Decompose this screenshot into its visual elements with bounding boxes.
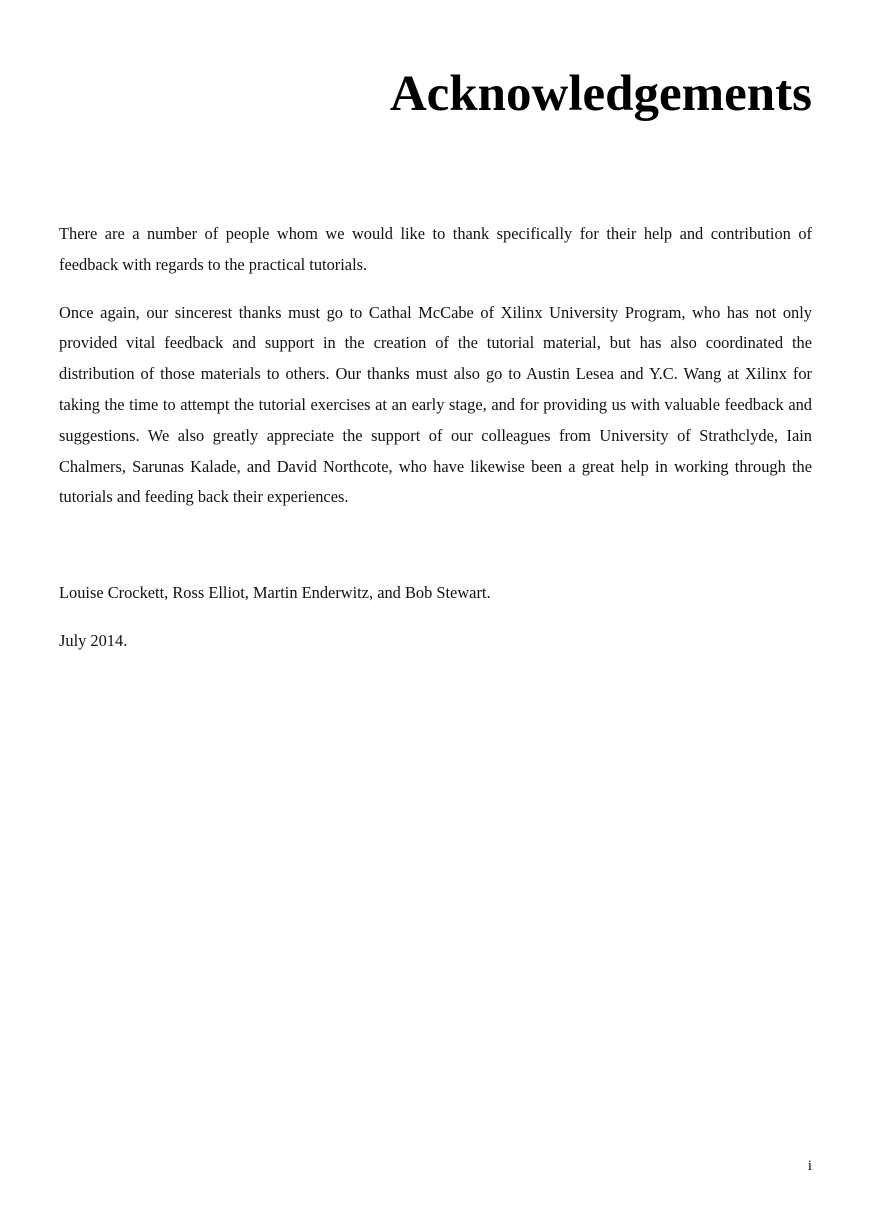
- paragraph-intro: There are a number of people whom we would like to thank specifically for their help and contribution of feedback with regards to the practical tutorials.: [59, 224, 812, 274]
- paragraph-thanks: Once again, our sincerest thanks must go to Cathal McCabe of Xilinx University Program, who has not only provided vital feedback and support in the creation of the tutorial material, but has also coordinated the distribution of those materials to others. Our thanks must also go to Austin Lesea and Y.C. Wang at Xilinx for taking the time to attempt the tutorial exercises at an early stage, and for providing us with valuable feedback and suggestions. We also greatly appreciate the support of our colleagues from University of Strathclyde, Iain Chalmers, Sarunas Kalade, and David Northcote, who have likewise been a great help in working through the tutorials and feeding back their experiences.: [59, 302, 812, 507]
- page-number: i: [807, 1158, 812, 1174]
- acknowledgements-body: [59, 219, 812, 530]
- date-line: July 2014.: [59, 630, 128, 650]
- page-title: Acknowledgements: [389, 66, 812, 122]
- author-list: Louise Crockett, Ross Elliot, Martin Enderwitz, and Bob Stewart.: [59, 583, 491, 602]
- signature-block: [59, 578, 812, 674]
